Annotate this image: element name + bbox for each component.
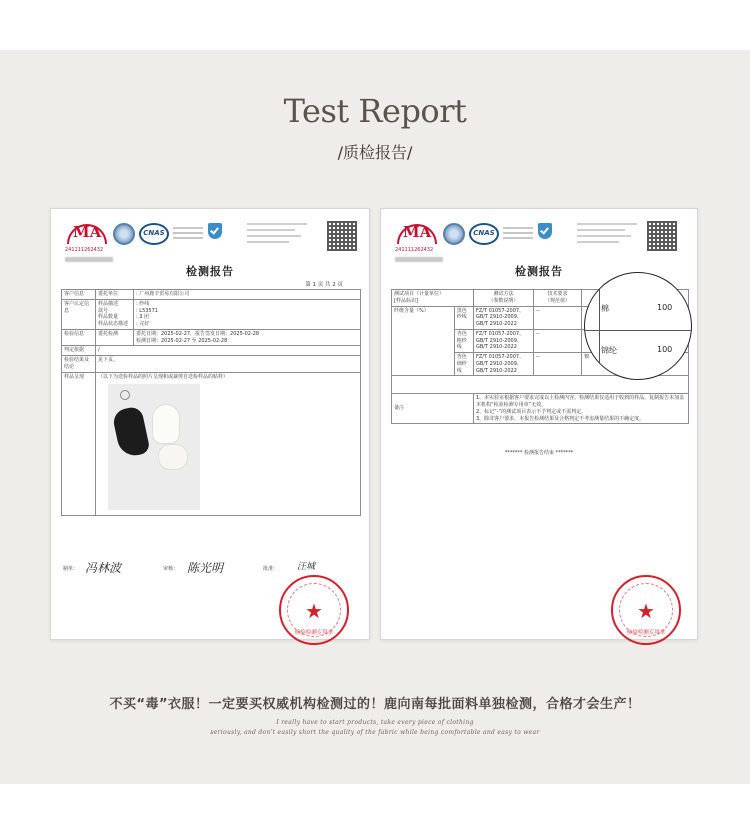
tech-cell: -- <box>534 353 582 376</box>
col-header-item: 测试项目（计量单位） [样品标识] <box>392 290 474 307</box>
method-cell: FZ/T 01057-2007、GB/T 2910-2009、GB/T 2910-2022 <box>474 306 534 329</box>
tech-cell: -- <box>534 329 582 352</box>
footer-english-line1: I really have to start products, take every piece of clothing <box>276 719 474 726</box>
inspection-stamp: ★ 检验检测专用章 <box>279 575 349 645</box>
fiber-label: 纤维含量（%） <box>392 306 455 376</box>
footer-english-line2: seriously, and don't easily short the quality of the fabric while being comfortable and easy to wear <box>210 729 540 736</box>
col-header-tech: 技术要求 （规范值） <box>534 290 582 307</box>
report-number-blur <box>65 257 113 262</box>
maker-label: 制单： <box>63 566 79 572</box>
cma-logo: MA <box>395 223 439 245</box>
sample-color: 杏色细纱线 <box>454 353 473 376</box>
judge-value: / <box>96 346 361 356</box>
field-labels: 样品描述 款号 样品数量 样品状态描述 <box>96 299 134 329</box>
row-label: 客户信息 <box>62 290 96 300</box>
row-label: 客户认定信息 <box>62 299 96 329</box>
inspection-stamp: ★ 检验检测专用章 <box>611 575 681 645</box>
client-value: : 广州鹿辛贸易有限公司 <box>134 290 361 300</box>
ma-number: 241111262432 <box>65 247 104 253</box>
zoom-label-nylon: 锦纶 <box>601 346 617 355</box>
zoom-label-cotton: 棉 <box>601 304 609 313</box>
sample-photo <box>108 384 200 510</box>
zoom-value-cotton: 100 <box>657 303 673 312</box>
row-label: 检验结果及结论 <box>62 356 96 373</box>
review-signature: 陈光明 <box>187 561 224 575</box>
cnas-caption <box>173 227 203 242</box>
ilac-mra-logo <box>443 223 465 245</box>
field-values: : 纱线 : L53571 : 3 团 : 完好 <box>134 299 361 329</box>
ma-number: 241111262432 <box>395 247 434 253</box>
footer-slogan: 不买“毒”衣服！一定要买权威机构检测过的！鹿向南每批面料单独检测，合格才会生产！ <box>109 697 641 712</box>
certification-logos <box>395 221 555 247</box>
field-label: 委托检测 <box>96 329 134 346</box>
row-label: 判定依据 <box>62 346 96 356</box>
report-number-blur <box>395 257 443 262</box>
row-label: 样品呈现 <box>62 372 96 516</box>
doc-title: 检测报告 <box>186 265 234 278</box>
method-cell: FZ/T 01057-2007、GB/T 2910-2009、GB/T 2910-2022 <box>474 329 534 352</box>
lab-address-blur <box>247 223 307 247</box>
result-cell-tail: 棉 <box>582 353 689 376</box>
zoom-magnifier <box>584 272 692 380</box>
method-cell: FZ/T 01057-2007、GB/T 2910-2009、GB/T 2910-2022 <box>474 353 534 376</box>
page-subtitle: /质检报告/ <box>337 143 413 162</box>
qr-code-icon <box>327 221 357 251</box>
report-end-text: ******* 检测报告结束 ******* <box>504 450 574 456</box>
shield-icon <box>535 223 555 245</box>
cnas-logo: CNAS <box>469 223 499 245</box>
ilac-mra-logo <box>113 223 135 245</box>
tech-cell: -- <box>534 306 582 329</box>
lab-address-blur <box>577 223 637 247</box>
review-label: 审核： <box>163 566 179 572</box>
sample-photo-cell: （以下为送检样品的照片呈现和或裁剪自送检样品的贴样） <box>96 372 361 516</box>
row-label: 检验信息 <box>62 329 96 346</box>
sample-color: 黑色纱线 <box>454 306 473 329</box>
notes-label: 备注 <box>392 394 474 424</box>
report-table <box>61 289 361 516</box>
approve-signature: 汪城 <box>297 562 316 572</box>
sample-color: 杏色粗纱线 <box>454 329 473 352</box>
result-value: 见下页。 <box>96 356 361 373</box>
zoom-value-nylon: 100 <box>657 345 673 354</box>
shield-icon <box>205 223 225 245</box>
page-info: 第 1 页 共 2 页 <box>305 282 343 288</box>
notes-cell: 1、本实验室根据客户要求完成以上检测内容。检测结果仅适用于收到的样品。复制报告未加盖本机构“检验检测专用章”无效。 2、标记“-”的测试项目表示不予判定或不需判定。 3、除非客户要求，本报告检测结果及合格判定不考虑测量结果的不确定度。 <box>474 394 689 424</box>
maker-signature: 冯林波 <box>85 561 122 575</box>
doc-title: 检测报告 <box>515 265 563 278</box>
page-title: Test Report <box>283 92 467 130</box>
date-values: 委托日期：2025-02-27，报告签发日期：2025-02-28 检测日期：2025-02-27 至 2025-02-28 <box>134 329 361 346</box>
col-header-method: 测试方法 （参数说明） <box>474 290 534 307</box>
cnas-logo: CNAS <box>139 223 169 245</box>
report-page-1 <box>50 208 370 640</box>
cma-logo: MA <box>65 223 109 245</box>
certification-logos <box>65 221 225 247</box>
approve-label: 批准： <box>263 566 279 572</box>
qr-code-icon <box>647 221 677 251</box>
field-label: 委托单位 <box>96 290 134 300</box>
cnas-caption <box>503 227 533 242</box>
